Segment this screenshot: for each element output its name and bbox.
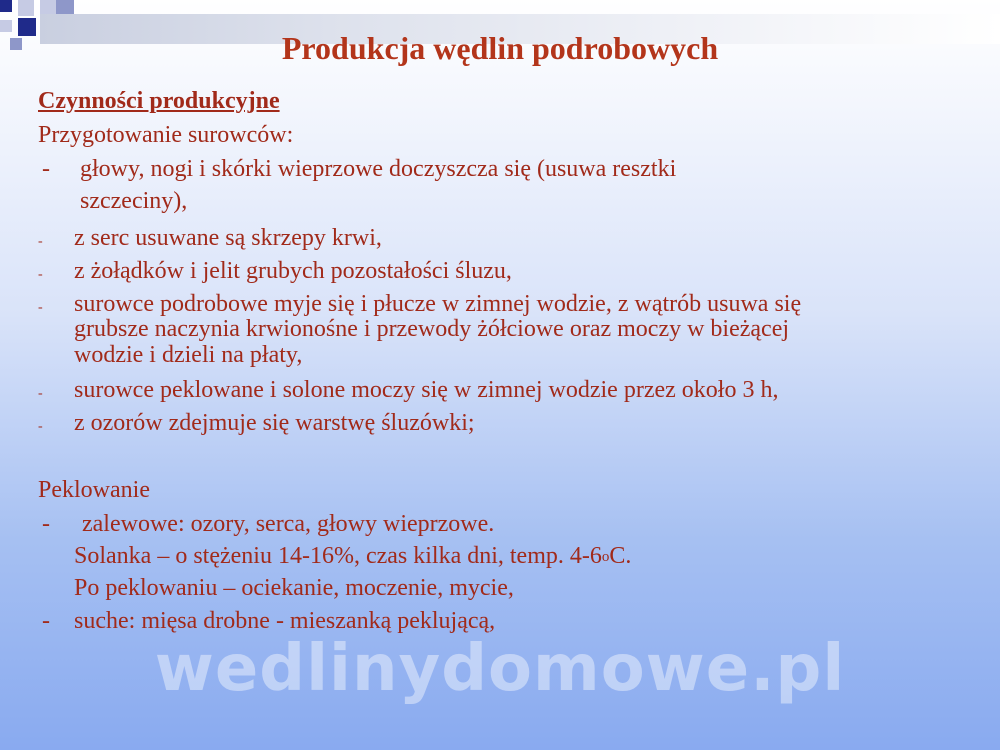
section-heading: Czynności produkcyjne xyxy=(38,88,280,114)
prep-title: Przygotowanie surowców: xyxy=(38,122,294,148)
list-item-text: zalewowe: ozory, serca, głowy wieprzowe. xyxy=(82,511,495,537)
brine-unit: C. xyxy=(609,543,632,569)
bullet-dash: - xyxy=(42,156,50,182)
list-item-text: Po peklowaniu – ociekanie, moczenie, mycie, xyxy=(74,575,514,601)
bullet-dash: - xyxy=(38,419,43,434)
bullet-dash: - xyxy=(42,511,50,537)
watermark: wedlinydomowe.pl xyxy=(154,632,846,706)
list-item-text: grubsze naczynia krwionośne i przewody żółciowe oraz moczy w bieżącej xyxy=(74,316,790,342)
bullet-dash: - xyxy=(38,234,43,249)
list-item-text: z ozorów zdejmuje się warstwę śluzówki; xyxy=(74,410,475,436)
list-item-text: szczeciny), xyxy=(80,188,188,214)
bullet-dash: - xyxy=(38,386,43,401)
bullet-dash: - xyxy=(42,608,50,634)
list-item-text: wodzie i dzieli na płaty, xyxy=(74,342,303,368)
list-item-text: surowce peklowane i solone moczy się w zimnej wodzie przez około 3 h, xyxy=(74,377,779,403)
curing-title: Peklowanie xyxy=(38,477,150,503)
slide-title: Produkcja wędlin podrobowych xyxy=(281,30,719,66)
list-item-text: surowce podrobowe myje się i płucze w zimnej wodzie, z wątrób usuwa się xyxy=(74,291,802,317)
brine-text: Solanka – o stężeniu 14-16%, czas kilka dni, temp. 4-6 xyxy=(74,543,602,569)
brine-line xyxy=(74,543,631,570)
list-item-text: z serc usuwane są skrzepy krwi, xyxy=(74,225,382,251)
list-item-text: suche: mięsa drobne - mieszanką peklującą, xyxy=(74,608,496,634)
brine-degree: o xyxy=(601,549,610,565)
bullet-dash: - xyxy=(38,267,43,282)
list-item-text: z żołądków i jelit grubych pozostałości śluzu, xyxy=(74,258,512,284)
list-item-text: głowy, nogi i skórki wieprzowe doczyszcza się (usuwa resztki xyxy=(80,156,677,182)
bullet-dash: - xyxy=(38,300,43,315)
